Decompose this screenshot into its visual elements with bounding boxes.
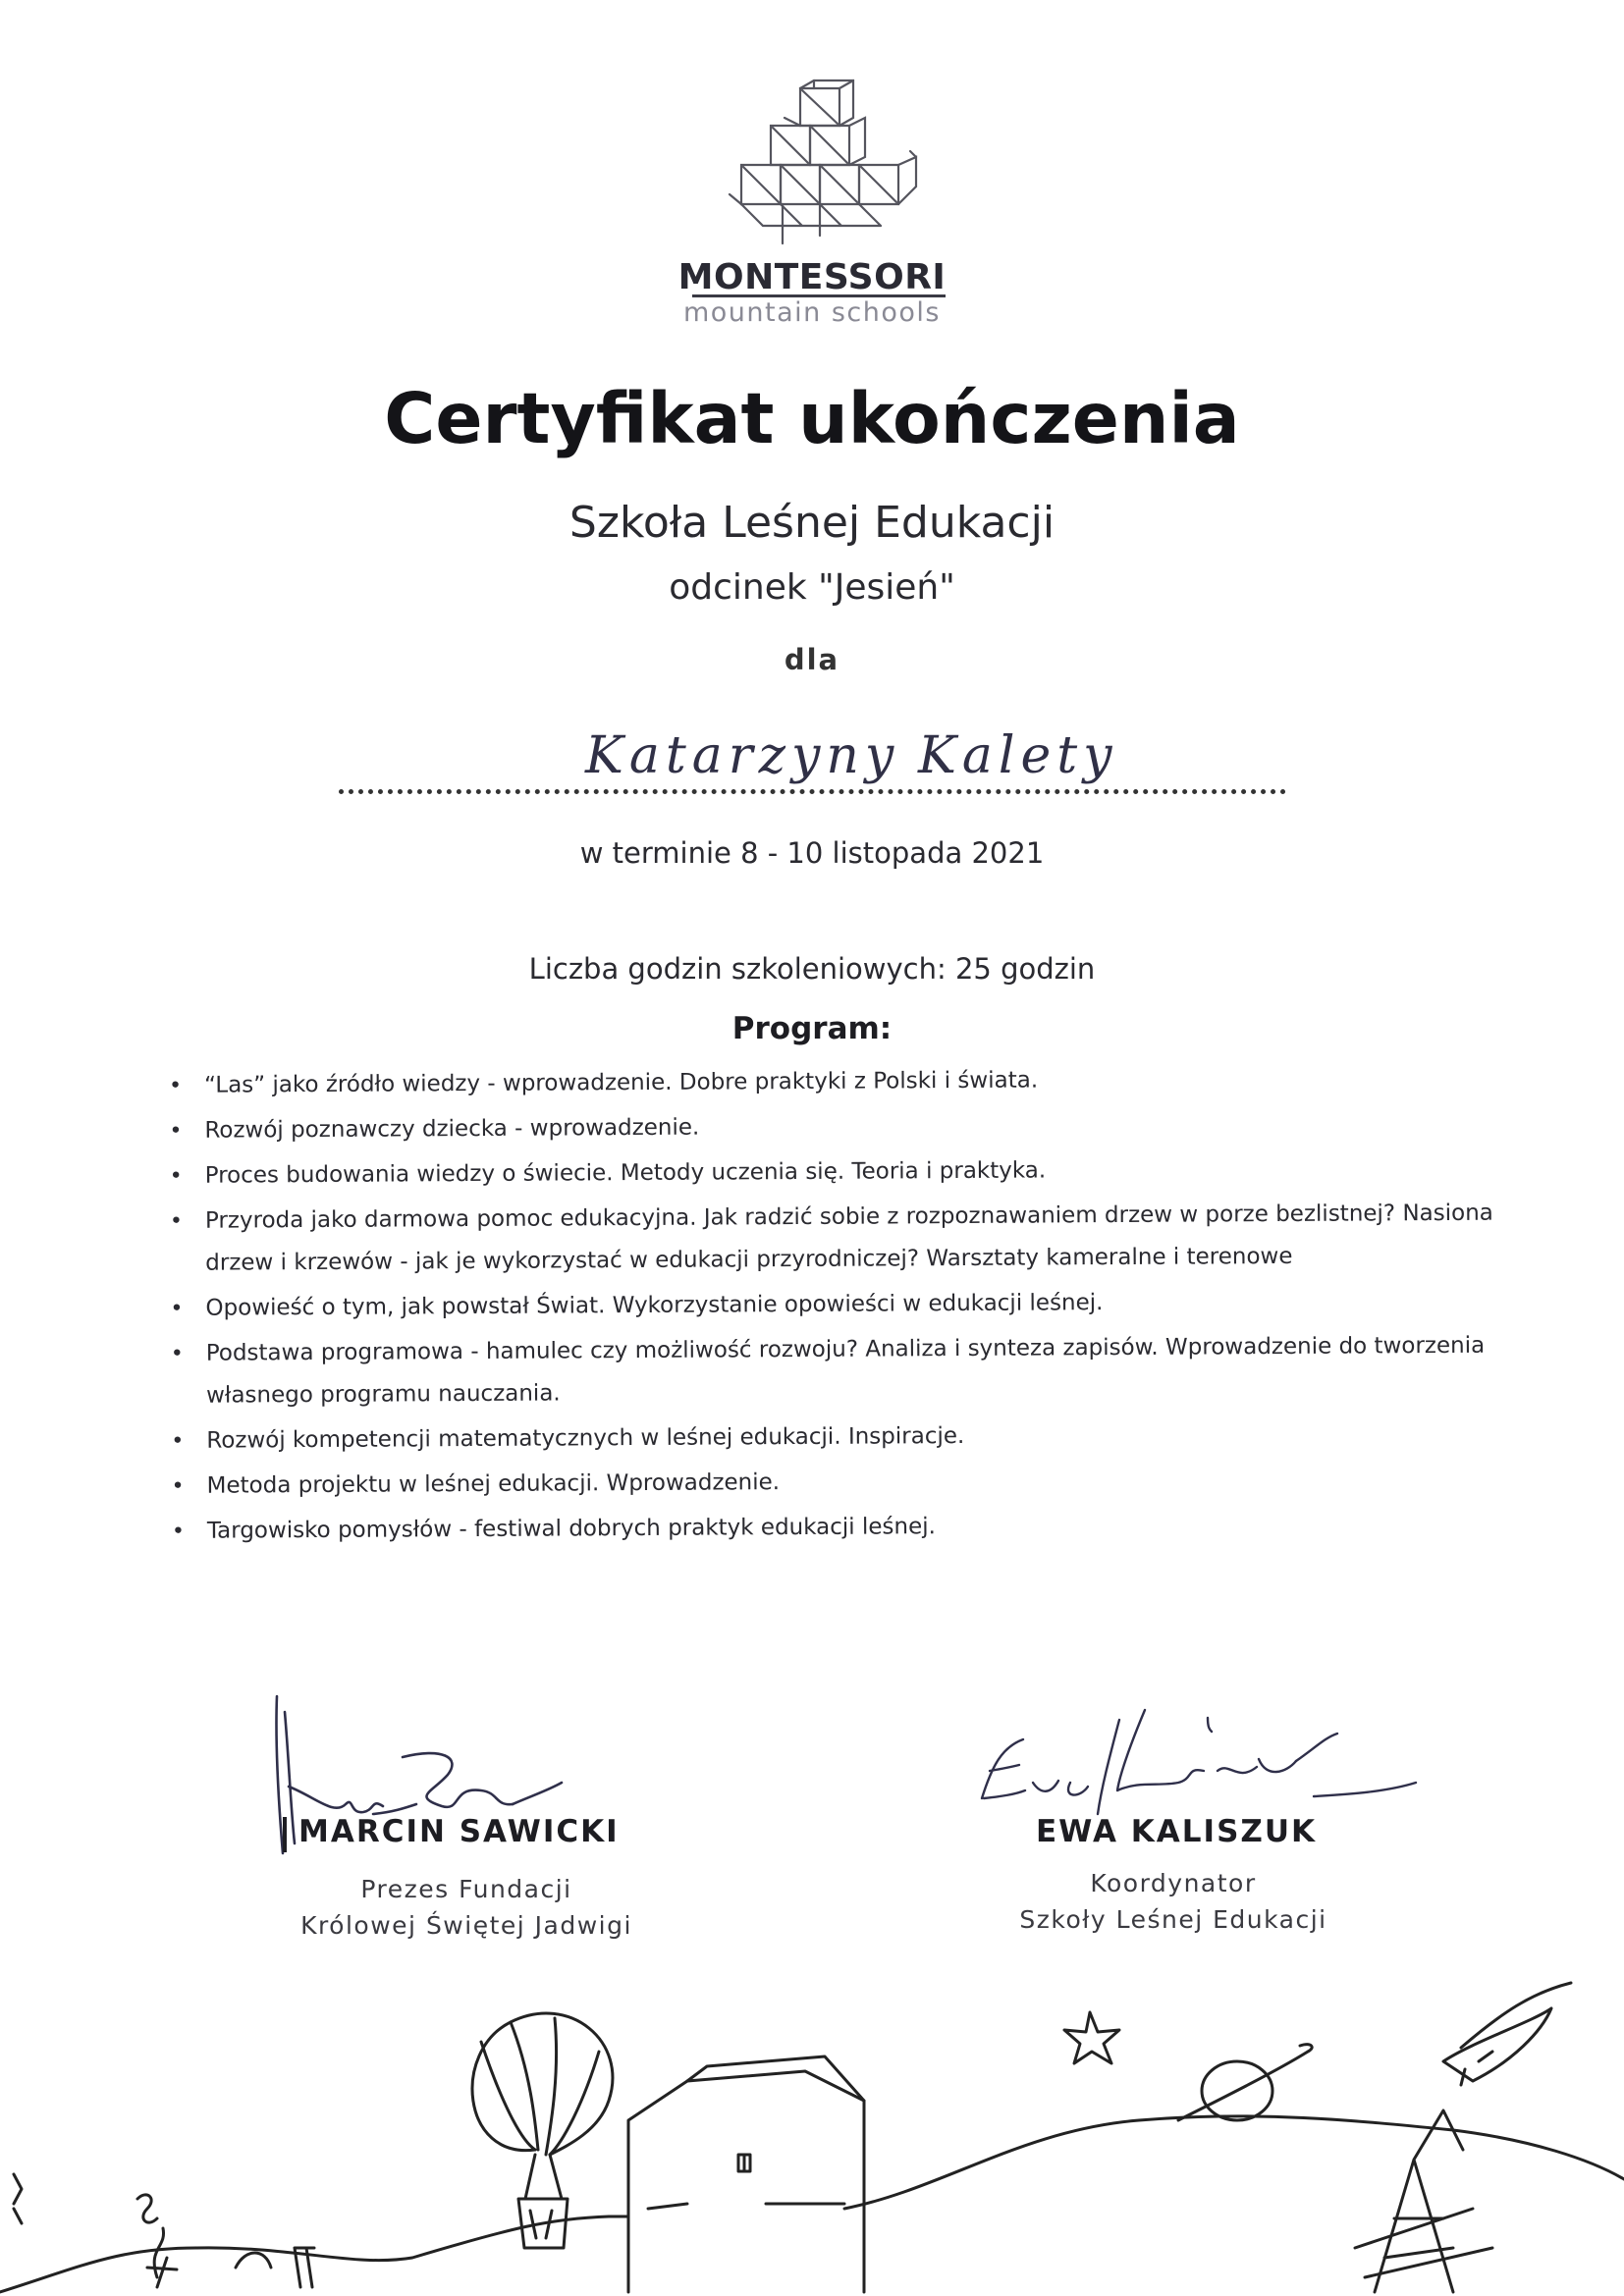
list-item: • Rozwój kompetencji matematycznych w leśnej edukacji. Inspiracje. xyxy=(206,1413,1522,1463)
signatory-role-line1: Koordynator xyxy=(1090,1869,1257,1897)
signatory-role-line2: Królowej Świętej Jadwigi xyxy=(300,1911,632,1940)
hot-air-balloon-icon xyxy=(472,2013,613,2155)
recipient-last-name: Kalety xyxy=(918,726,1118,785)
landscape-illustration xyxy=(0,1953,1624,2296)
signature-stroke xyxy=(283,1817,287,1852)
signatory-role-line1: Prezes Fundacji xyxy=(360,1875,572,1903)
certificate-title: Certyfikat ukończenia xyxy=(384,378,1240,459)
date-line: w terminie 8 - 10 listopada 2021 xyxy=(579,836,1045,870)
list-item: • Proces budowania wiedzy o świecie. Metody uczenia się. Teoria i praktyka. xyxy=(205,1148,1521,1198)
hours-line: Liczba godzin szkoleniowych: 25 godzin xyxy=(528,952,1096,986)
list-item: • Opowieść o tym, jak powstał Świat. Wykorzystanie opowieści w edukacji leśnej. xyxy=(205,1280,1521,1330)
list-item: • Podstawa programowa - hamulec czy możliwość rozwoju? Analiza i synteza zapisów. Wprowadzenie do tworzenia własnego programu nauczania. xyxy=(206,1325,1523,1417)
list-item: • Przyroda jako darmowa pomoc edukacyjna. Jak radzić sobie z rozpoznawaniem drzew w porze bezlistnej? Nasiona drzew i krzewów - jak je wykorzystać w edukacji przyrodniczej? Warsztaty kameralne i terenowe xyxy=(205,1193,1522,1285)
planet-icon xyxy=(1178,2045,1312,2120)
program-heading: Program: xyxy=(731,1011,893,1046)
episode-name: odcinek "Jesień" xyxy=(669,567,955,608)
signatory-role-line2: Szkoły Leśnej Edukacji xyxy=(1019,1905,1327,1934)
list-item: • Rozwój poznawczy dziecka - wprowadzenie. xyxy=(204,1102,1520,1152)
list-item: • Metoda projektu w leśnej edukacji. Wprowadzenie. xyxy=(206,1458,1522,1508)
signatory-name: EWA KALISZUK xyxy=(1036,1814,1318,1849)
rocket-icon xyxy=(1443,1983,1571,2085)
program-list xyxy=(157,1057,1523,1556)
signatory-name: MARCIN SAWICKI xyxy=(298,1814,620,1849)
star-icon xyxy=(1064,2012,1119,2063)
school-name: Szkoła Leśnej Edukacji xyxy=(568,498,1056,548)
recipient-first-name: Katarzyny xyxy=(585,726,900,785)
brand-name: MONTESSORI xyxy=(677,257,947,297)
cube-lattice-logo-icon xyxy=(724,79,920,255)
for-label: dla xyxy=(784,643,840,676)
brand-tagline: mountain schools xyxy=(682,297,941,328)
list-item: • “Las” jako źródło wiedzy - wprowadzenie. Dobre praktyki z Polski i świata. xyxy=(204,1057,1520,1107)
list-item: • Targowisko pomysłów - festiwal dobrych praktyk edukacji leśnej. xyxy=(207,1503,1523,1553)
house-icon xyxy=(628,2071,864,2292)
